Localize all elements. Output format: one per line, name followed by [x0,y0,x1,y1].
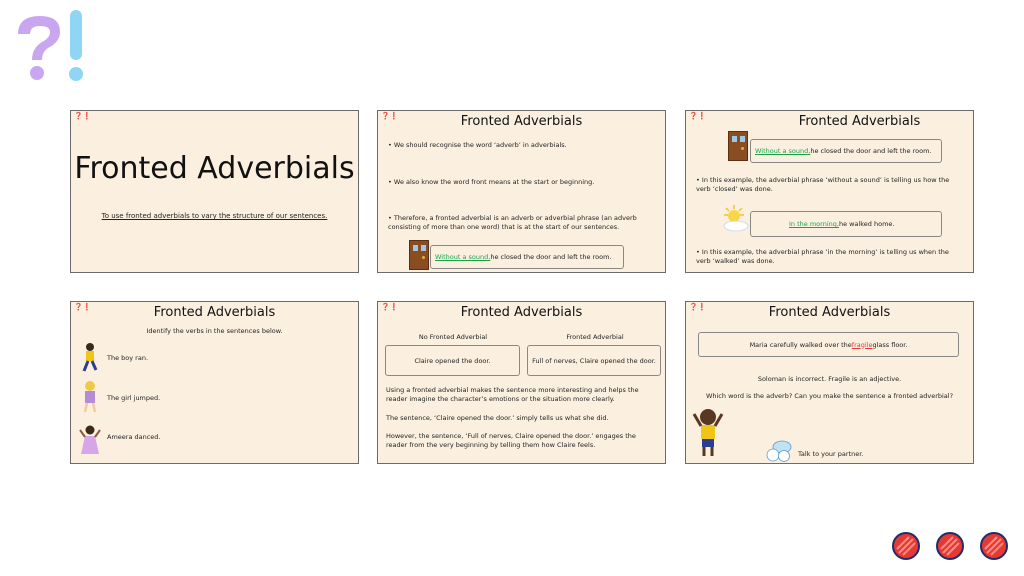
mini-logo: ❓❗ [381,303,399,311]
example-box: Without a sound, he closed the door and left the room. [430,245,624,269]
example-box-1: Claire opened the door. [385,345,520,376]
paragraph-1: Using a fronted adverbial makes the sentence more interesting and helps the reader imagine the character’s emotions or the situation more clearly. [386,386,639,403]
talk-partner-icon [766,440,792,462]
talk-prompt: Talk to your partner. [798,450,864,458]
slide-thumbnail-1[interactable] [70,110,359,273]
column-header-2: Fronted Adverbial [566,333,624,341]
slide-title: Fronted Adverbials [768,305,891,320]
column-header-1: No Fronted Adverbial [418,333,488,341]
example-box: Maria carefully walked over the fragile glass floor. [698,332,959,357]
slide-thumbnail-4[interactable] [70,301,359,464]
learning-objective: To use fronted adverbials to vary the structure of our sentences. [101,212,328,220]
bullet-3: • Therefore, a fronted adverbial is an adverb or adverbial phrase (an adverb consisting of more than one word) that is at the start of our sentences. [388,214,637,231]
sentence-3: Ameera danced. [107,433,161,441]
boy-running-icon [79,342,101,374]
paragraph-2: The sentence, ‘Claire opened the door.’ simply tells us what she did. [386,414,609,422]
slide-title: Fronted Adverbials [798,114,921,129]
slide-title: Fronted Adverbials [74,151,355,186]
mini-logo: ❓❗ [74,112,92,120]
nav-dot-2-button[interactable] [935,531,965,561]
mini-logo: ❓❗ [689,112,707,120]
slide-thumbnail-3[interactable] [685,110,974,273]
mini-logo: ❓❗ [381,112,399,120]
door-icon [409,240,429,270]
nav-dot-1-button[interactable] [891,531,921,561]
mini-logo: ❓❗ [74,303,92,311]
bullet-2: • We also know the word front means at the start or beginning. [388,178,595,186]
slide-title: Fronted Adverbials [460,305,583,320]
slide-title: Fronted Adverbials [153,305,276,320]
slide-thumbnail-5[interactable] [377,301,666,464]
sentence-1: The boy ran. [107,354,149,362]
girl-jumping-icon [79,380,101,416]
boy-character-icon [692,406,724,458]
mini-logo: ❓❗ [689,303,707,311]
question-exclaim-logo [10,8,100,88]
sentence-2: The girl jumped. [107,394,161,402]
slide-thumbnail-2[interactable] [377,110,666,273]
girl-dancing-icon [79,424,101,460]
example-box-2: In the morning, he walked home. [750,211,942,237]
slide-thumbnail-6[interactable] [685,301,974,464]
nav-dot-3-button[interactable] [979,531,1009,561]
bullet-2: • In this example, the adverbial phrase ‘in the morning’ is telling us when the verb ‘walked’ was done. [696,248,949,265]
example-box-2: Full of nerves, Claire opened the door. [527,345,661,376]
example-box-1: Without a sound, he closed the door and left the room. [750,139,942,163]
question-line: Which word is the adverb? Can you make the sentence a fronted adverbial? [705,392,954,400]
bullet-1: • We should recognise the word ‘adverb’ in adverbials. [388,141,567,149]
instruction: Identify the verbs in the sentences below. [146,327,283,335]
feedback-line: Soloman is incorrect. Fragile is an adjective. [757,375,902,383]
paragraph-3: However, the sentence, ‘Full of nerves, Claire opened the door.’ engages the reader from the very beginning by telling them how Claire feels. [386,432,636,449]
slide-title: Fronted Adverbials [460,114,583,129]
sun-cloud-icon [720,203,754,233]
door-icon [728,131,748,161]
bullet-1: • In this example, the adverbial phrase ‘without a sound’ is telling us how the verb ‘closed’ was done. [696,176,950,193]
